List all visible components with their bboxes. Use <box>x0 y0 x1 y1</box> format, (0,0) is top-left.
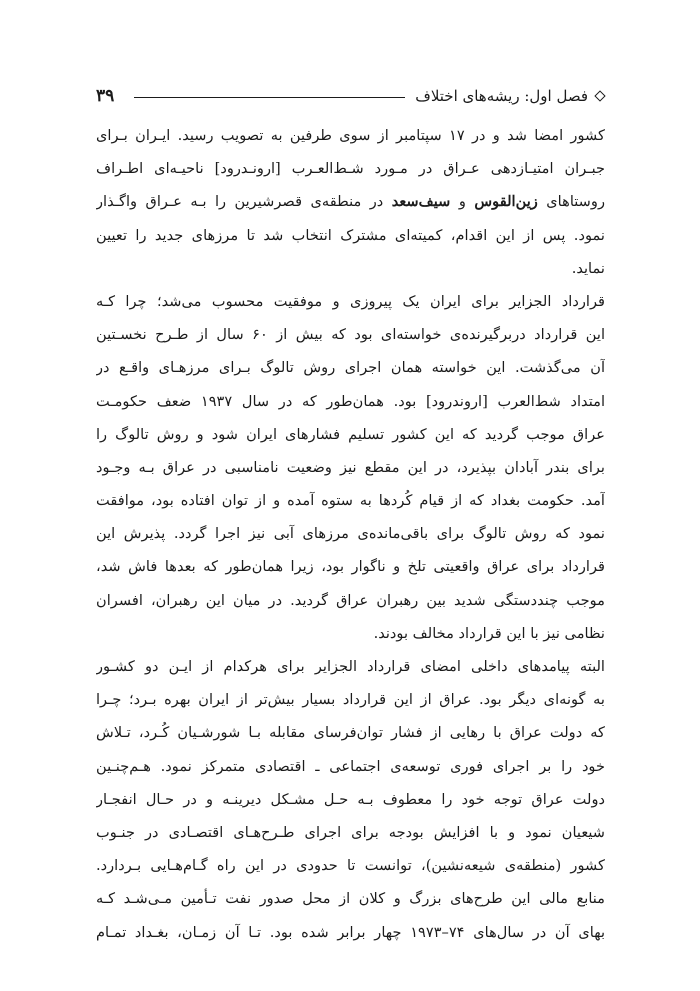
text-line: این قرارداد دربرگیرنده‌ی خواسته‌ای بود که بیش از ۶۰ سال از طـرح نخسـتین <box>96 326 605 344</box>
chapter-title <box>415 84 604 108</box>
text-line: نمود. پس از این اقدام، کمیته‌ای مشترک انتخاب شد تا مرزهای جدید را تعیین <box>96 226 605 244</box>
text-line: برای بندر آبادان بپذیرد، در این مقطع نیز وضعیت نامناسبی در عراق بـه وجـود <box>96 458 605 476</box>
text-line: قرارداد برای عراق واقعیتی تلخ و ناگوار بود، زیرا همان‌طور که بعدها فاش شد، <box>96 558 605 576</box>
text-line: به گونه‌ای دیگر بود. عراق از این قرارداد بسیار بیش‌تر از ایران بهره بـرد؛ چـرا <box>96 691 605 709</box>
text-line: شیعیان نمود و با افزایش بودجه برای اجرای طـرح‌هـای اقتصـادی در جنـوب <box>96 823 605 841</box>
text-line: آن می‌گذشت. این خواسته همان اجرای روش تالوگ بـرای مرزهـای واقـع در <box>96 359 605 377</box>
text-line: قرارداد الجزایر برای ایران یک پیروزی و موفقیت محسوب می‌شد؛ چرا کـه <box>96 292 605 310</box>
text-run: در منطقه‌ی قصرشیرین را بـه عـراق واگـذار <box>96 193 392 211</box>
text-run: روستاهای <box>537 193 605 211</box>
text-run: و <box>450 193 475 211</box>
text-line: جبـران امتیـازدهی عـراق در مـورد شـط‌العـرب [ارونـدرود] ناحیـه‌ای اطـراف <box>96 160 605 178</box>
text-line: نمود که روش تالوگ برای باقی‌مانده‌ی مرزهای آبی نیز اجرا گردد. پذیرش این <box>96 525 605 543</box>
running-header <box>96 84 604 108</box>
text-line: امتداد شط‌العرب [اروندرود] بود. همان‌طور که در سال ۱۹۳۷ ضعف حکومـت <box>96 392 605 410</box>
text-line: البته پیامدهای داخلی امضای قرارداد الجزایر برای هرکدام از ایـن دو کشـور <box>96 658 605 675</box>
text-line: آمد. حکومت بغداد که از قیام کُردها به ستوه آمده و از توان افتاده بود، موافقت <box>96 492 605 510</box>
diamond-icon <box>594 90 605 101</box>
header-rule <box>134 97 405 98</box>
place-name-bold: زین‌القوس <box>474 193 538 211</box>
text-line: موجب چنددستگی شدید بین رهبران عراق گردید. در میان این رهبران، افسران <box>96 591 605 609</box>
text-line: عراق موجب گردید که این کشور تسلیم فشارهای ایران شود و روش تالوگ را <box>96 425 605 443</box>
text-line: نماید. <box>571 259 605 277</box>
text-line: کشور امضا شد و در ۱۷ سپتامبر از سوی طرفین به تصویب رسید. ایـران بـرای <box>96 127 605 144</box>
text-line: منابع مالی این طرح‌های بزرگ و کلان از محل صدور نفت تـأمین مـی‌شـد کـه <box>96 890 605 908</box>
text-line: خود را بر اجرای فوری توسعه‌ی اجتماعی ـ اقتصادی متمرکز نمود. هـم‌چنـین <box>96 757 605 775</box>
place-name-bold: سیف‌سعد <box>391 193 451 211</box>
text-line: بهای آن در سال‌های ۷۴–۱۹۷۳ چهار برابر شده بود. تـا آن زمـان، بغـداد تمـام <box>96 923 605 941</box>
text-line: کشور (منطقه‌ی شیعه‌نشین)، توانست تا حدودی در این راه گـام‌هـایی بـردارد. <box>96 857 605 875</box>
text-line: دولت عراق توجه خود را معطوف بـه حـل مشـکل دیرینـه و در حـال انفجـار <box>96 790 605 808</box>
page-number: ۳۹ <box>96 86 115 106</box>
body-text <box>96 119 605 949</box>
text-line: که دولت عراق با رهایی از فشار توان‌فرسای مقابله بـا شورشـیان کُـرد، تـلاش <box>96 724 605 742</box>
text-line <box>96 185 605 218</box>
chapter-title-text: فصل اول: ریشه‌های اختلاف <box>415 87 588 105</box>
text-line: نظامی نیز با این قرارداد مخالف بودند. <box>373 624 605 642</box>
